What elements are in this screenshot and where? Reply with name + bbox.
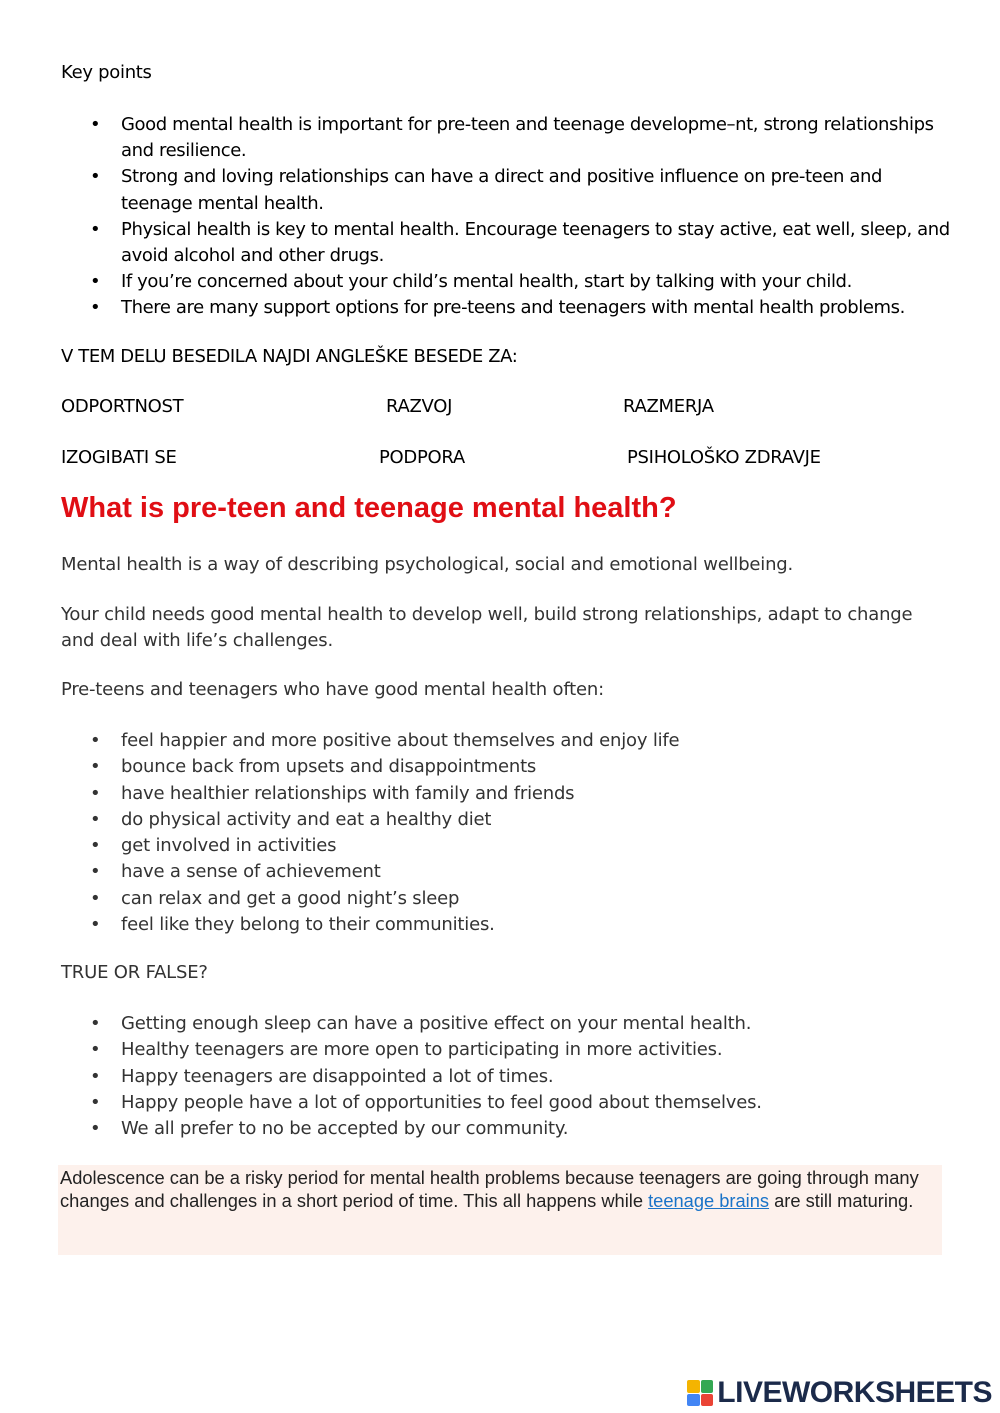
list-item: • do physical activity and eat a healthy diet — [61, 807, 941, 833]
key-points-title: Key points — [61, 62, 152, 83]
list-item: • Getting enough sleep can have a positive effect on your mental health. — [61, 1011, 941, 1037]
true-false-list — [61, 1011, 941, 1142]
list-item: • Healthy teenagers are more open to participating in more activities. — [61, 1037, 941, 1063]
list-item: • Good mental health is important for pre-teen and teenage developme–nt, strong relationships and resilience. — [61, 112, 951, 164]
vocab-instruction: V TEM DELU BESEDILA NAJDI ANGLEŠKE BESEDE ZA: — [61, 346, 518, 367]
callout-text — [58, 1165, 942, 1212]
list-item: • There are many support options for pre-teens and teenagers with mental health problems. — [61, 295, 951, 321]
section-heading: What is pre-teen and teenage mental health? — [61, 492, 677, 524]
paragraph: Mental health is a way of describing psychological, social and emotional wellbeing. — [61, 554, 794, 575]
vocab-word: PODPORA — [379, 447, 465, 468]
list-item: • bounce back from upsets and disappointments — [61, 754, 941, 780]
true-false-title: TRUE OR FALSE? — [61, 962, 208, 983]
vocab-word: IZOGIBATI SE — [61, 447, 177, 468]
vocab-word: RAZMERJA — [623, 396, 714, 417]
list-item: • feel happier and more positive about themselves and enjoy life — [61, 728, 941, 754]
list-item: • Happy teenagers are disappointed a lot of times. — [61, 1064, 941, 1090]
vocab-word: RAZVOJ — [386, 396, 453, 417]
list-item: • have a sense of achievement — [61, 859, 941, 885]
list-item: • feel like they belong to their communities. — [61, 912, 941, 938]
list-item: • Physical health is key to mental health. Encourage teenagers to stay active, eat well, sleep, and avoid alcohol and other drugs. — [61, 217, 951, 269]
paragraph: Your child needs good mental health to develop well, build strong relationships, adapt to change and deal with life’s challenges. — [61, 604, 913, 651]
list-item: • If you’re concerned about your child’s mental health, start by talking with your child. — [61, 269, 951, 295]
vocab-word: ODPORTNOST — [61, 396, 184, 417]
liveworksheets-branding — [687, 1376, 992, 1410]
callout-box — [58, 1165, 942, 1255]
list-item: • Strong and loving relationships can have a direct and positive influence on pre-teen and teenage mental health. — [61, 164, 951, 216]
list-item: • We all prefer to no be accepted by our community. — [61, 1116, 941, 1142]
teenage-brains-link[interactable]: teenage brains — [648, 1189, 770, 1211]
vocab-word: PSIHOLOŠKO ZDRAVJE — [627, 447, 821, 468]
benefits-list — [61, 728, 941, 938]
list-item: • have healthier relationships with family and friends — [61, 781, 941, 807]
callout-text-start: Adolescence can be a risky period for mental health problems because teenagers are going through many changes and challenges in a short period of time. This all happens while — [60, 1167, 919, 1211]
brand-name: LIVEWORKSHEETS — [717, 1376, 992, 1409]
liveworksheets-logo-icon — [687, 1380, 713, 1406]
callout-text-end: are still maturing. — [769, 1189, 914, 1211]
list-item: • Happy people have a lot of opportunities to feel good about themselves. — [61, 1090, 941, 1116]
list-item: • get involved in activities — [61, 833, 941, 859]
key-points-list — [61, 112, 951, 322]
paragraph: Pre-teens and teenagers who have good mental health often: — [61, 679, 604, 700]
list-item: • can relax and get a good night’s sleep — [61, 886, 941, 912]
